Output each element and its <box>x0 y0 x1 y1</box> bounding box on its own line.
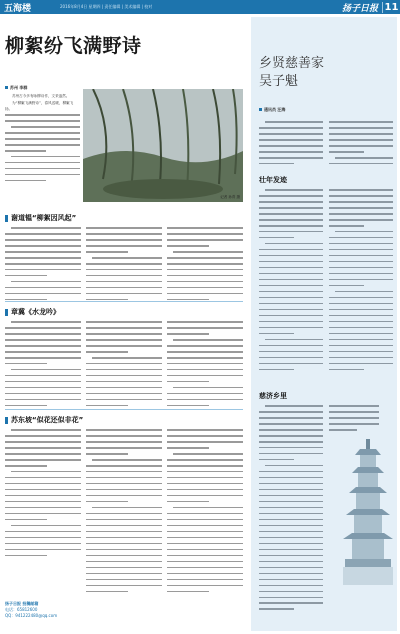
contact-info <box>5 601 57 619</box>
divider <box>5 409 243 410</box>
article-photo <box>83 89 243 202</box>
intro-paragraph: 为“柳絮飞满野诗”，春风送暖，柳絮飞扬。 <box>5 101 74 111</box>
pagoda-illustration <box>343 435 393 585</box>
text-column <box>329 405 393 435</box>
article-intro <box>5 93 80 186</box>
section-heading: 章冀《水龙吟》 <box>5 307 60 317</box>
contact-phone: 电话：65812600 <box>5 607 38 612</box>
contact-title: 扬子日报 投稿邮箱 <box>5 601 39 606</box>
willow-tree-image <box>83 89 243 202</box>
newspaper-masthead: 扬子日报 <box>341 3 378 14</box>
text-column <box>167 321 243 411</box>
text-column <box>259 189 323 375</box>
section-name: 五海楼 <box>4 3 32 14</box>
side-byline: 通讯员 汪海 <box>259 107 285 113</box>
text-column <box>167 227 243 305</box>
text-column <box>259 405 323 614</box>
text-column <box>259 121 323 169</box>
section-heading: 慈济乡里 <box>259 392 287 400</box>
text-column <box>86 321 162 411</box>
section-heading: 壮年发迹 <box>259 176 287 184</box>
text-column <box>167 429 243 597</box>
text-column <box>86 227 162 305</box>
side-article <box>251 17 397 631</box>
side-article-title <box>259 55 389 91</box>
section-heading: 苏东坡“似花还似非花” <box>5 415 83 425</box>
article-title: 柳絮纷飞满野诗 <box>5 35 142 57</box>
text-column <box>5 429 81 561</box>
text-column <box>329 189 393 375</box>
text-column <box>86 429 162 597</box>
article-byline: 苏州 李群 <box>5 85 27 91</box>
page-header-bar <box>0 0 400 14</box>
text-column <box>5 227 81 305</box>
page-number: 11 <box>382 2 400 13</box>
text-column <box>5 321 81 411</box>
contact-qq: QQ：941222480@qq.com <box>5 613 58 618</box>
intro-paragraph: 苏州古今多有咏柳诗作，文采盎然。 <box>12 94 70 98</box>
section-heading: 谢道韫“柳絮因风起” <box>5 213 76 223</box>
main-article <box>3 17 245 631</box>
text-column <box>329 121 393 169</box>
divider <box>5 301 243 302</box>
issue-meta: 2016年8月4日 星期四 | 责任编辑 | 美术编辑 | 校对 <box>60 4 153 9</box>
photo-credit: 记者 孙青 摄 <box>220 195 240 199</box>
side-title-line: 吴子魁 <box>259 74 299 89</box>
side-title-line: 乡贤慈善家 <box>259 56 325 71</box>
